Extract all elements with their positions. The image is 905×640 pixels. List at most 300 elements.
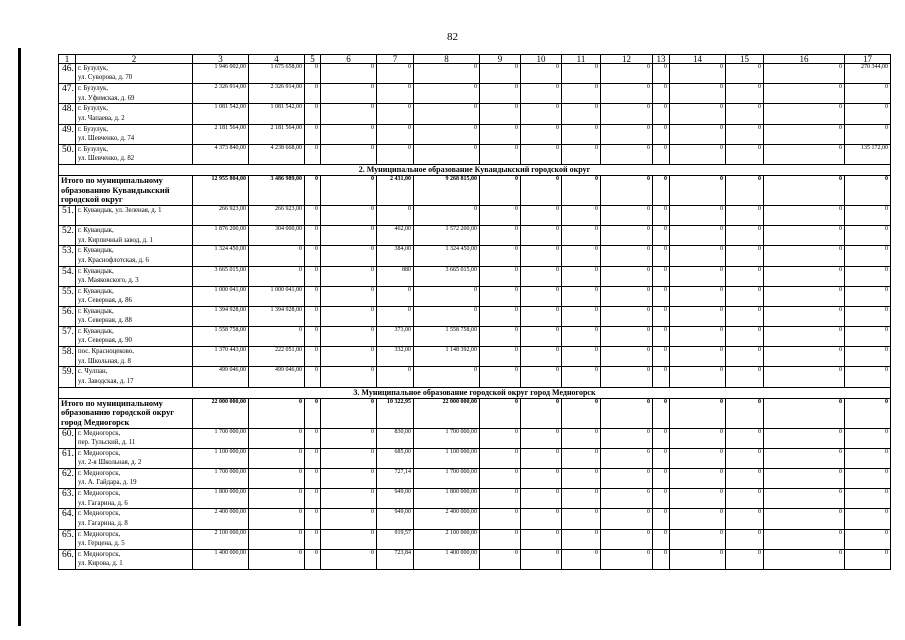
total-value-cell: 0: [305, 398, 321, 428]
value-cell: 0: [601, 144, 653, 164]
value-cell: 1 000 041,00: [193, 286, 249, 306]
address-line: г. Бузулук,: [78, 85, 108, 93]
address-line: г. Медногорск,: [78, 530, 121, 538]
value-cell: 0: [249, 469, 305, 489]
value-cell: 0: [601, 64, 653, 84]
row-number: 63.: [59, 489, 76, 509]
section-header-row: [59, 164, 891, 175]
value-cell: 0: [764, 347, 845, 367]
table-row: [59, 549, 891, 569]
value-cell: 0: [670, 104, 726, 124]
column-number-cell: 16: [764, 55, 845, 64]
value-cell: 0: [764, 64, 845, 84]
total-value-cell: 0: [601, 175, 653, 205]
value-cell: 0: [321, 286, 377, 306]
value-cell: 0: [726, 266, 764, 286]
value-cell: 0: [562, 124, 601, 144]
table-row: [59, 306, 891, 326]
address-line: пер. Тульский, д. 11: [78, 439, 136, 447]
table-row: [59, 144, 891, 164]
value-cell: 0: [521, 327, 562, 347]
value-cell: 0: [653, 448, 670, 468]
value-cell: 0: [480, 246, 521, 266]
value-cell: 0: [562, 306, 601, 326]
value-cell: 2 400 000,00: [414, 509, 480, 529]
value-cell: 0: [845, 489, 891, 509]
total-value-cell: 10 322,95: [377, 398, 414, 428]
value-cell: 0: [249, 246, 305, 266]
value-cell: 1 800 000,00: [414, 489, 480, 509]
value-cell: 0: [653, 286, 670, 306]
value-cell: 0: [670, 64, 726, 84]
address-line: ул. Суворова, д. 70: [78, 74, 133, 82]
value-cell: 0: [305, 246, 321, 266]
value-cell: 0: [321, 448, 377, 468]
value-cell: 0: [521, 144, 562, 164]
value-cell: 0: [562, 226, 601, 246]
value-cell: 949,00: [377, 509, 414, 529]
address-cell: [76, 64, 193, 84]
total-value-cell: 0: [845, 398, 891, 428]
value-cell: 0: [670, 428, 726, 448]
value-cell: 0: [321, 529, 377, 549]
value-cell: 0: [845, 205, 891, 225]
value-cell: 1 100 000,00: [414, 448, 480, 468]
value-cell: 0: [845, 549, 891, 569]
value-cell: 1 000 041,00: [249, 286, 305, 306]
value-cell: 0: [305, 428, 321, 448]
row-number: 66.: [59, 549, 76, 569]
address-line: ул. Заводская, д. 17: [78, 377, 134, 385]
value-cell: 0: [562, 428, 601, 448]
value-cell: 0: [521, 306, 562, 326]
value-cell: 830,00: [377, 428, 414, 448]
address-line: ул. Школьная, д. 8: [78, 357, 131, 365]
value-cell: 0: [764, 428, 845, 448]
value-cell: 0: [521, 104, 562, 124]
value-cell: 0: [845, 448, 891, 468]
value-cell: 2 181 564,00: [249, 124, 305, 144]
address-line: ул. Шевченко, д. 82: [78, 155, 135, 163]
value-cell: 1 558 758,00: [414, 327, 480, 347]
value-cell: 0: [764, 266, 845, 286]
value-cell: 332,00: [377, 347, 414, 367]
address-line: г. Кувандык, ул. Зеленая, д. 1: [78, 206, 162, 214]
total-value-cell: 0: [521, 398, 562, 428]
value-cell: 0: [521, 469, 562, 489]
value-cell: 0: [521, 347, 562, 367]
value-cell: 0: [845, 469, 891, 489]
value-cell: 0: [670, 266, 726, 286]
value-cell: 0: [653, 84, 670, 104]
table-row: [59, 266, 891, 286]
value-cell: 0: [305, 266, 321, 286]
table-row: [59, 469, 891, 489]
address-cell: [76, 489, 193, 509]
value-cell: 0: [321, 469, 377, 489]
value-cell: 0: [562, 448, 601, 468]
value-cell: 0: [521, 286, 562, 306]
address-line: ул. Кирпичный завод, д. 1: [78, 236, 153, 244]
page-number: 82: [447, 31, 458, 43]
value-cell: 0: [653, 205, 670, 225]
value-cell: 0: [653, 306, 670, 326]
value-cell: 0: [601, 428, 653, 448]
value-cell: 0: [321, 64, 377, 84]
value-cell: 0: [321, 549, 377, 569]
value-cell: 880: [377, 266, 414, 286]
column-number-cell: 15: [726, 55, 764, 64]
value-cell: 0: [321, 226, 377, 246]
address-cell: [76, 509, 193, 529]
total-value-cell: 2 431,00: [377, 175, 414, 205]
value-cell: 0: [726, 226, 764, 246]
value-cell: 222 051,00: [249, 347, 305, 367]
column-number-cell: 7: [377, 55, 414, 64]
address-line: г. Медногорск,: [78, 449, 121, 457]
value-cell: 499 046,00: [249, 367, 305, 387]
section-header-row: [59, 387, 891, 398]
left-margin-line: [18, 48, 21, 626]
value-cell: 0: [321, 266, 377, 286]
value-cell: 0: [601, 327, 653, 347]
table-row: [59, 509, 891, 529]
value-cell: 304 000,00: [249, 226, 305, 246]
address-line: г. Медногорск,: [78, 550, 121, 558]
value-cell: 0: [480, 469, 521, 489]
value-cell: 0: [414, 306, 480, 326]
value-cell: 0: [521, 529, 562, 549]
address-line: ул. Кирова, д. 1: [78, 560, 123, 568]
address-cell: [76, 266, 193, 286]
total-label: Итого по муниципальному образованию Кувандыкский городской округ: [59, 175, 193, 205]
value-cell: 0: [377, 104, 414, 124]
value-cell: 0: [601, 509, 653, 529]
value-cell: 1 370 443,00: [193, 347, 249, 367]
total-value-cell: 3 486 989,00: [249, 175, 305, 205]
value-cell: 0: [305, 84, 321, 104]
total-value-cell: 0: [521, 175, 562, 205]
value-cell: 0: [305, 367, 321, 387]
value-cell: 1 081 542,00: [193, 104, 249, 124]
row-number: 57.: [59, 327, 76, 347]
value-cell: 0: [601, 347, 653, 367]
value-cell: 0: [521, 84, 562, 104]
column-number-cell: 17: [845, 55, 891, 64]
value-cell: 0: [653, 64, 670, 84]
table-row: [59, 489, 891, 509]
value-cell: 0: [670, 549, 726, 569]
value-cell: 0: [480, 124, 521, 144]
value-cell: 0: [249, 266, 305, 286]
column-number-cell: 4: [249, 55, 305, 64]
value-cell: 0: [764, 469, 845, 489]
value-cell: 0: [480, 266, 521, 286]
value-cell: 0: [562, 144, 601, 164]
value-cell: 0: [670, 347, 726, 367]
row-number: 48.: [59, 104, 76, 124]
value-cell: 0: [601, 266, 653, 286]
value-cell: 2 400 000,00: [193, 509, 249, 529]
total-value-cell: 0: [726, 175, 764, 205]
address-line: г. Кувандык,: [78, 267, 114, 275]
value-cell: 0: [249, 489, 305, 509]
value-cell: 0: [521, 509, 562, 529]
value-cell: 0: [414, 124, 480, 144]
value-cell: 0: [670, 509, 726, 529]
row-number: 49.: [59, 124, 76, 144]
table-row: [59, 286, 891, 306]
address-line: ул. Маяковского, д. 3: [78, 276, 139, 284]
row-number: 52.: [59, 226, 76, 246]
value-cell: 0: [480, 367, 521, 387]
row-number: 58.: [59, 347, 76, 367]
address-cell: [76, 367, 193, 387]
value-cell: 1 394 928,00: [249, 306, 305, 326]
value-cell: 1 100 000,00: [193, 448, 249, 468]
value-cell: 1 572 200,00: [414, 226, 480, 246]
value-cell: 0: [562, 347, 601, 367]
value-cell: 0: [653, 529, 670, 549]
value-cell: 0: [670, 448, 726, 468]
value-cell: 0: [562, 367, 601, 387]
value-cell: 0: [414, 205, 480, 225]
value-cell: 0: [670, 306, 726, 326]
value-cell: 0: [670, 469, 726, 489]
value-cell: 0: [845, 347, 891, 367]
value-cell: 0: [305, 144, 321, 164]
value-cell: 0: [521, 367, 562, 387]
value-cell: 0: [670, 286, 726, 306]
column-number-cell: 3: [193, 55, 249, 64]
value-cell: 384,00: [377, 246, 414, 266]
total-value-cell: 0: [670, 398, 726, 428]
value-cell: 0: [305, 489, 321, 509]
value-cell: 0: [726, 549, 764, 569]
value-cell: 0: [726, 347, 764, 367]
table-row: [59, 246, 891, 266]
address-line: г. Кувандык,: [78, 227, 114, 235]
column-number-cell: 9: [480, 55, 521, 64]
table-row: [59, 226, 891, 246]
value-cell: 0: [653, 104, 670, 124]
address-line: ул. Гагарина, д. 6: [78, 499, 128, 507]
row-number: 62.: [59, 469, 76, 489]
value-cell: 0: [249, 428, 305, 448]
value-cell: 0: [601, 549, 653, 569]
value-cell: 0: [601, 367, 653, 387]
total-value-cell: 0: [764, 175, 845, 205]
value-cell: 0: [562, 489, 601, 509]
value-cell: 0: [845, 306, 891, 326]
row-number: 53.: [59, 246, 76, 266]
value-cell: 0: [726, 428, 764, 448]
row-number: 46.: [59, 64, 76, 84]
value-cell: 0: [726, 205, 764, 225]
value-cell: 0: [305, 327, 321, 347]
value-cell: 723,84: [377, 549, 414, 569]
value-cell: 0: [764, 448, 845, 468]
value-cell: 0: [601, 448, 653, 468]
value-cell: 0: [414, 64, 480, 84]
table-row: [59, 327, 891, 347]
column-number-cell: 11: [562, 55, 601, 64]
value-cell: 0: [845, 327, 891, 347]
value-cell: 0: [601, 84, 653, 104]
address-line: ул. Шевченко, д. 74: [78, 134, 135, 142]
value-cell: 0: [414, 144, 480, 164]
value-cell: 1 800 000,00: [193, 489, 249, 509]
address-line: г. Бузулук,: [78, 105, 108, 113]
total-value-cell: 0: [601, 398, 653, 428]
value-cell: 0: [726, 448, 764, 468]
value-cell: 0: [845, 367, 891, 387]
value-cell: 0: [764, 286, 845, 306]
value-cell: 0: [601, 104, 653, 124]
value-cell: 0: [601, 306, 653, 326]
value-cell: 0: [764, 367, 845, 387]
value-cell: 0: [414, 104, 480, 124]
address-line: ул. 2-я Школьная, д. 2: [78, 459, 142, 467]
table-row: [59, 64, 891, 84]
municipality-total-row: [59, 175, 891, 205]
value-cell: 0: [670, 367, 726, 387]
value-cell: 1 675 658,00: [249, 64, 305, 84]
value-cell: 0: [480, 205, 521, 225]
value-cell: 0: [845, 246, 891, 266]
table-row: [59, 104, 891, 124]
value-cell: 1 700 000,00: [414, 469, 480, 489]
value-cell: 0: [653, 124, 670, 144]
value-cell: 0: [480, 347, 521, 367]
value-cell: 727,14: [377, 469, 414, 489]
address-line: г. Кувандык,: [78, 307, 114, 315]
value-cell: 0: [764, 549, 845, 569]
address-cell: [76, 448, 193, 468]
column-number-cell: 13: [653, 55, 670, 64]
column-number-cell: 2: [76, 55, 193, 64]
column-number-cell: 1: [59, 55, 76, 64]
value-cell: 266 923,00: [193, 205, 249, 225]
value-cell: 0: [321, 327, 377, 347]
value-cell: 0: [764, 509, 845, 529]
address-line: ул. Гагарина, д. 8: [78, 519, 128, 527]
row-number: 51.: [59, 205, 76, 225]
row-number: 61.: [59, 448, 76, 468]
column-number-row: [59, 55, 891, 64]
address-cell: [76, 226, 193, 246]
table-row: [59, 529, 891, 549]
value-cell: 0: [249, 448, 305, 468]
value-cell: 0: [305, 469, 321, 489]
value-cell: 0: [726, 104, 764, 124]
value-cell: 0: [764, 489, 845, 509]
total-label: Итого по муниципальному образованию городской округ город Медногорск: [59, 398, 193, 428]
value-cell: 462,00: [377, 226, 414, 246]
value-cell: 0: [653, 469, 670, 489]
value-cell: 0: [726, 84, 764, 104]
value-cell: 266 923,00: [249, 205, 305, 225]
value-cell: 0: [601, 489, 653, 509]
value-cell: 0: [480, 226, 521, 246]
value-cell: 1 558 758,00: [193, 327, 249, 347]
municipality-total-row: [59, 398, 891, 428]
value-cell: 0: [377, 367, 414, 387]
value-cell: 0: [305, 347, 321, 367]
value-cell: 0: [601, 469, 653, 489]
table-row: [59, 205, 891, 225]
address-line: г. Медногорск,: [78, 429, 121, 437]
value-cell: 0: [562, 84, 601, 104]
value-cell: 0: [305, 448, 321, 468]
total-value-cell: 0: [321, 398, 377, 428]
value-cell: 0: [726, 489, 764, 509]
value-cell: 2 326 914,00: [193, 84, 249, 104]
value-cell: 0: [653, 509, 670, 529]
value-cell: 0: [321, 489, 377, 509]
value-cell: 0: [670, 327, 726, 347]
value-cell: 0: [480, 529, 521, 549]
address-line: г. Медногорск,: [78, 490, 121, 498]
total-value-cell: 22 000 000,00: [193, 398, 249, 428]
value-cell: 0: [562, 509, 601, 529]
value-cell: 0: [305, 205, 321, 225]
value-cell: 0: [480, 286, 521, 306]
value-cell: 0: [764, 306, 845, 326]
address-line: ул. Чапаева, д. 2: [78, 114, 125, 122]
total-value-cell: 0: [764, 398, 845, 428]
value-cell: 0: [726, 327, 764, 347]
value-cell: 0: [726, 509, 764, 529]
row-number: 54.: [59, 266, 76, 286]
value-cell: 0: [845, 286, 891, 306]
total-value-cell: 22 000 000,00: [414, 398, 480, 428]
value-cell: 0: [726, 286, 764, 306]
value-cell: 0: [321, 205, 377, 225]
value-cell: 0: [845, 529, 891, 549]
address-cell: [76, 246, 193, 266]
total-value-cell: 0: [562, 175, 601, 205]
value-cell: 0: [562, 469, 601, 489]
address-line: г. Медногорск,: [78, 470, 121, 477]
value-cell: 0: [845, 124, 891, 144]
column-number-cell: 5: [305, 55, 321, 64]
address-cell: [76, 469, 193, 489]
row-number: 55.: [59, 286, 76, 306]
value-cell: 3 665 015,00: [414, 266, 480, 286]
address-cell: [76, 124, 193, 144]
value-cell: 0: [321, 144, 377, 164]
value-cell: 0: [521, 489, 562, 509]
value-cell: 373,00: [377, 327, 414, 347]
address-cell: [76, 205, 193, 225]
value-cell: 0: [521, 246, 562, 266]
table-row: [59, 428, 891, 448]
value-cell: 0: [321, 367, 377, 387]
address-line: ул. Краснофлотская, д. 6: [78, 256, 149, 264]
row-number: 47.: [59, 84, 76, 104]
value-cell: 0: [601, 529, 653, 549]
address-line: ул. Герцена, д. 5: [78, 539, 125, 547]
value-cell: 0: [249, 509, 305, 529]
value-cell: 0: [321, 428, 377, 448]
value-cell: 0: [321, 306, 377, 326]
section-title: 2. Муниципальное образование Кувандыкский городской округ: [59, 164, 891, 175]
value-cell: 0: [305, 529, 321, 549]
value-cell: 1 400 000,00: [414, 549, 480, 569]
address-line: пос. Красноцеково,: [78, 348, 134, 356]
value-cell: 0: [480, 428, 521, 448]
